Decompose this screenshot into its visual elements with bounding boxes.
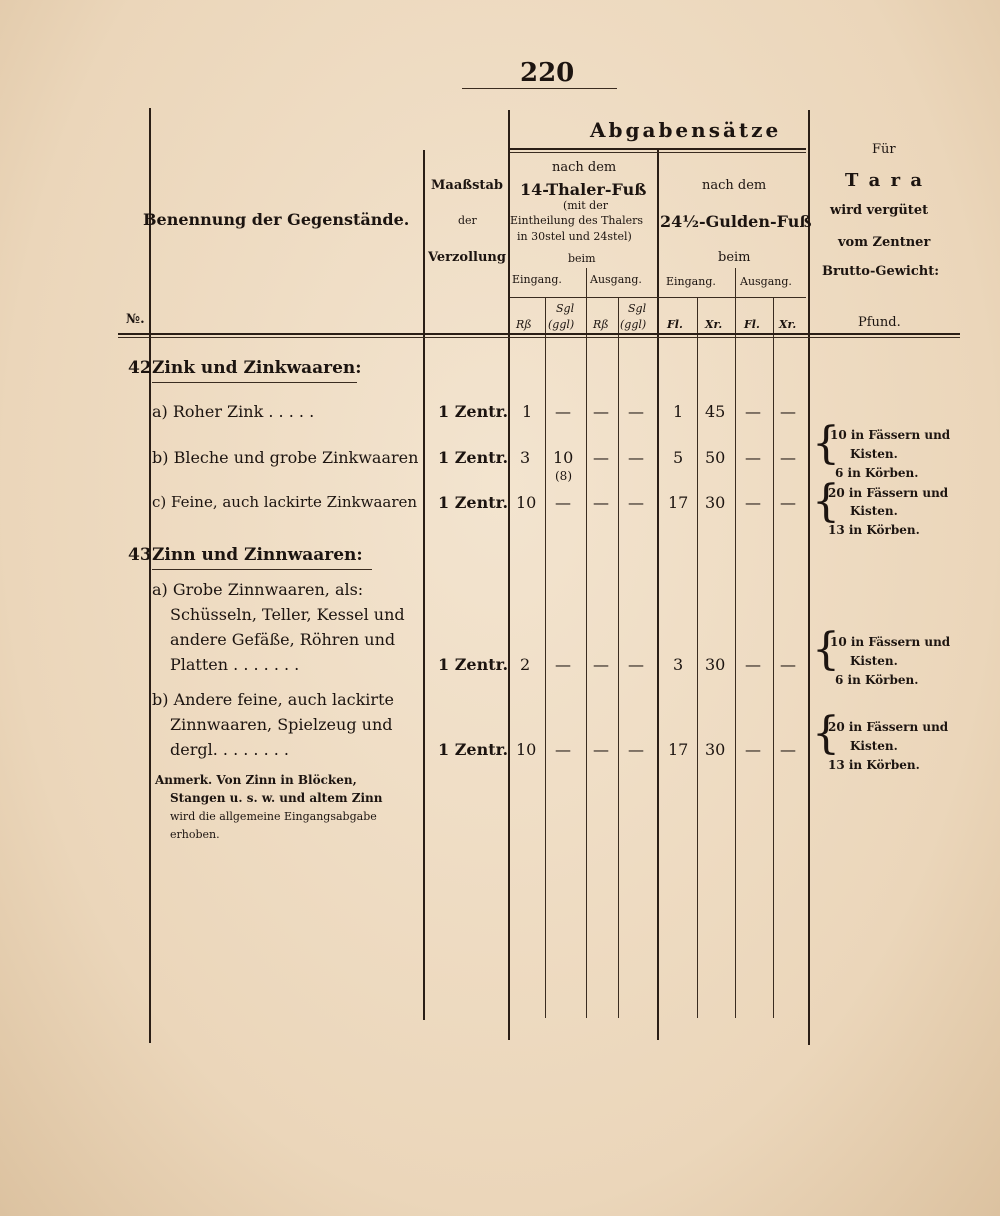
tara-text: Kisten.: [850, 504, 898, 518]
cell-fl: 3: [673, 655, 684, 674]
header-tara-2: T a r a: [845, 170, 925, 191]
tara-text: Kisten.: [850, 739, 898, 753]
note-line: wird die allgemeine Eingangsabgabe: [170, 810, 377, 823]
row-label: a) Grobe Zinnwaaren, als:: [152, 580, 364, 599]
tara-text: 6 in Körben.: [835, 466, 919, 480]
cell-aus-sg: —: [628, 740, 644, 759]
rule-g2: [735, 268, 736, 1018]
section-underline: [152, 382, 357, 383]
header-thaler-ausgang: Ausgang.: [590, 273, 642, 286]
cell-xr: 30: [705, 493, 726, 512]
cell-aus-sg: —: [628, 448, 644, 467]
header-tara-4: vom Zentner: [838, 235, 931, 250]
tara-text: 10 in Fässern und: [830, 428, 951, 442]
cell-ein-sg: —: [555, 402, 571, 421]
cell-axr: —: [780, 655, 796, 674]
brace: {: [812, 624, 840, 675]
cell-aus-rt: —: [593, 448, 609, 467]
cell-aus-rt: —: [593, 740, 609, 759]
header-massstab-2: der: [458, 214, 477, 227]
sub-fl-2: Fl.: [744, 318, 760, 331]
rule-sub: [510, 297, 806, 298]
header-tara-3: wird vergütet: [830, 203, 929, 218]
sub-gg-2: (ggl): [620, 318, 647, 331]
rule-t2: [586, 268, 587, 1018]
cell-xr: 30: [705, 740, 726, 759]
section-title: Zinn und Zinnwaaren:: [152, 545, 363, 565]
header-benennung: Benennung der Gegenstände.: [143, 210, 410, 229]
header-thaler-beim: beim: [568, 252, 596, 265]
row-unit: 1 Zentr.: [438, 402, 509, 421]
cell-ein-gg: (8): [555, 469, 572, 483]
rule-t3: [618, 298, 619, 1018]
row-label: b) Bleche und grobe Zinkwaaren: [152, 448, 419, 467]
header-thaler-5: in 30stel und 24stel): [517, 230, 632, 243]
row-unit: 1 Zentr.: [438, 655, 509, 674]
cell-xr: 30: [705, 655, 726, 674]
section-number: 43: [128, 545, 152, 565]
cell-axr: —: [780, 493, 796, 512]
header-gulden-1: nach dem: [702, 178, 767, 193]
cell-axr: —: [780, 402, 796, 421]
cell-ein-rt: 10: [516, 740, 537, 759]
cell-fl: 17: [668, 493, 689, 512]
note-line: Anmerk. Von Zinn in Blöcken,: [155, 773, 357, 787]
header-gulden-ausgang: Ausgang.: [740, 275, 792, 288]
row-label: c) Feine, auch lackirte Zinkwaaren: [152, 493, 418, 511]
section-title: Zink und Zinkwaaren:: [152, 358, 362, 378]
note-line: erhoben.: [170, 828, 220, 841]
header-thaler-1: nach dem: [552, 160, 617, 175]
rule-massstab: [508, 110, 510, 1040]
row-label: Platten . . . . . . .: [170, 655, 300, 674]
row-label: Schüsseln, Teller, Kessel und: [170, 605, 405, 624]
sub-xr-2: Xr.: [779, 318, 797, 331]
brace: {: [812, 418, 840, 469]
sub-rt-2: Rß: [593, 318, 609, 331]
cell-xr: 50: [705, 448, 726, 467]
cell-ein-sg: —: [555, 740, 571, 759]
rule-abgaben: [510, 148, 806, 150]
brace: {: [812, 708, 840, 759]
rule-no: [149, 108, 151, 1043]
cell-ein-rt: 10: [516, 493, 537, 512]
cell-afl: —: [745, 740, 761, 759]
cell-afl: —: [745, 402, 761, 421]
tara-text: 20 in Fässern und: [828, 486, 949, 500]
row-unit: 1 Zentr.: [438, 448, 509, 467]
row-unit: 1 Zentr.: [438, 740, 509, 759]
cell-aus-rt: —: [593, 493, 609, 512]
sub-gg-1: (ggl): [548, 318, 575, 331]
header-thaler-2: 14-Thaler-Fuß: [520, 180, 647, 199]
header-thaler-3: (mit der: [563, 199, 608, 212]
brace: {: [812, 476, 840, 527]
header-tara-unit: Pfund.: [858, 315, 901, 330]
sub-rt-1: Rß: [516, 318, 532, 331]
sub-fl-1: Fl.: [667, 318, 683, 331]
header-massstab-1: Maaßstab: [431, 178, 503, 193]
header-abgabensaetze: Abgabensätze: [590, 118, 782, 142]
tara-text: 20 in Fässern und: [828, 720, 949, 734]
sub-sg-2: Sgl: [628, 302, 647, 315]
row-label: a) Roher Zink . . . . .: [152, 402, 315, 421]
cell-axr: —: [780, 740, 796, 759]
tara-text: 10 in Fässern und: [830, 635, 951, 649]
tara-text: Kisten.: [850, 447, 898, 461]
header-gulden-beim: beim: [718, 250, 751, 265]
rule-t1: [545, 298, 546, 1018]
cell-fl: 17: [668, 740, 689, 759]
page-number-rule: [462, 88, 617, 89]
row-label: andere Gefäße, Röhren und: [170, 630, 396, 649]
header-gulden-eingang: Eingang.: [666, 275, 716, 288]
cell-ein-sg: —: [555, 655, 571, 674]
cell-afl: —: [745, 493, 761, 512]
row-label: b) Andere feine, auch lackirte: [152, 690, 394, 709]
tara-text: 6 in Körben.: [835, 673, 919, 687]
rule-thaler: [657, 150, 659, 1040]
cell-xr: 45: [705, 402, 726, 421]
cell-ein-rt: 1: [522, 402, 533, 421]
cell-aus-rt: —: [593, 655, 609, 674]
tara-text: Kisten.: [850, 654, 898, 668]
rule-header-bottom-2: [118, 337, 960, 338]
cell-afl: —: [745, 448, 761, 467]
cell-aus-sg: —: [628, 402, 644, 421]
header-nr: №.: [126, 312, 145, 327]
note-line: Stangen u. s. w. und altem Zinn: [170, 791, 383, 805]
section-underline: [152, 569, 372, 570]
header-thaler-4: Eintheilung des Thalers: [510, 214, 643, 227]
rule-header-bottom: [118, 333, 960, 335]
rule-g3: [773, 298, 774, 1018]
tara-text: 13 in Körben.: [828, 523, 920, 537]
cell-ein-sg: —: [555, 493, 571, 512]
cell-aus-rt: —: [593, 402, 609, 421]
page-number: 220: [520, 58, 575, 88]
section-number: 42: [128, 358, 152, 378]
tara-text: 13 in Körben.: [828, 758, 920, 772]
cell-ein-rt: 3: [520, 448, 531, 467]
rule-abgaben-2: [510, 152, 806, 153]
cell-aus-sg: —: [628, 493, 644, 512]
row-label: Zinnwaaren, Spielzeug und: [170, 715, 393, 734]
row-label: dergl. . . . . . . .: [170, 740, 290, 759]
cell-ein-sg: 10: [553, 448, 574, 467]
header-tara-1: Für: [872, 142, 896, 157]
rule-g1: [697, 298, 698, 1018]
row-unit: 1 Zentr.: [438, 493, 509, 512]
header-tara-5: Brutto-Gewicht:: [822, 264, 940, 279]
header-thaler-eingang: Eingang.: [512, 273, 562, 286]
cell-fl: 1: [673, 402, 684, 421]
cell-ein-rt: 2: [520, 655, 531, 674]
sub-xr-1: Xr.: [705, 318, 723, 331]
cell-aus-sg: —: [628, 655, 644, 674]
header-gulden-2: 24½-Gulden-Fuß: [660, 212, 812, 231]
sub-sg-1: Sgl: [556, 302, 575, 315]
cell-axr: —: [780, 448, 796, 467]
rule-gulden: [808, 110, 810, 1045]
header-massstab-3: Verzollung: [428, 250, 506, 265]
cell-fl: 5: [673, 448, 684, 467]
rule-benennung: [423, 150, 425, 1020]
cell-afl: —: [745, 655, 761, 674]
